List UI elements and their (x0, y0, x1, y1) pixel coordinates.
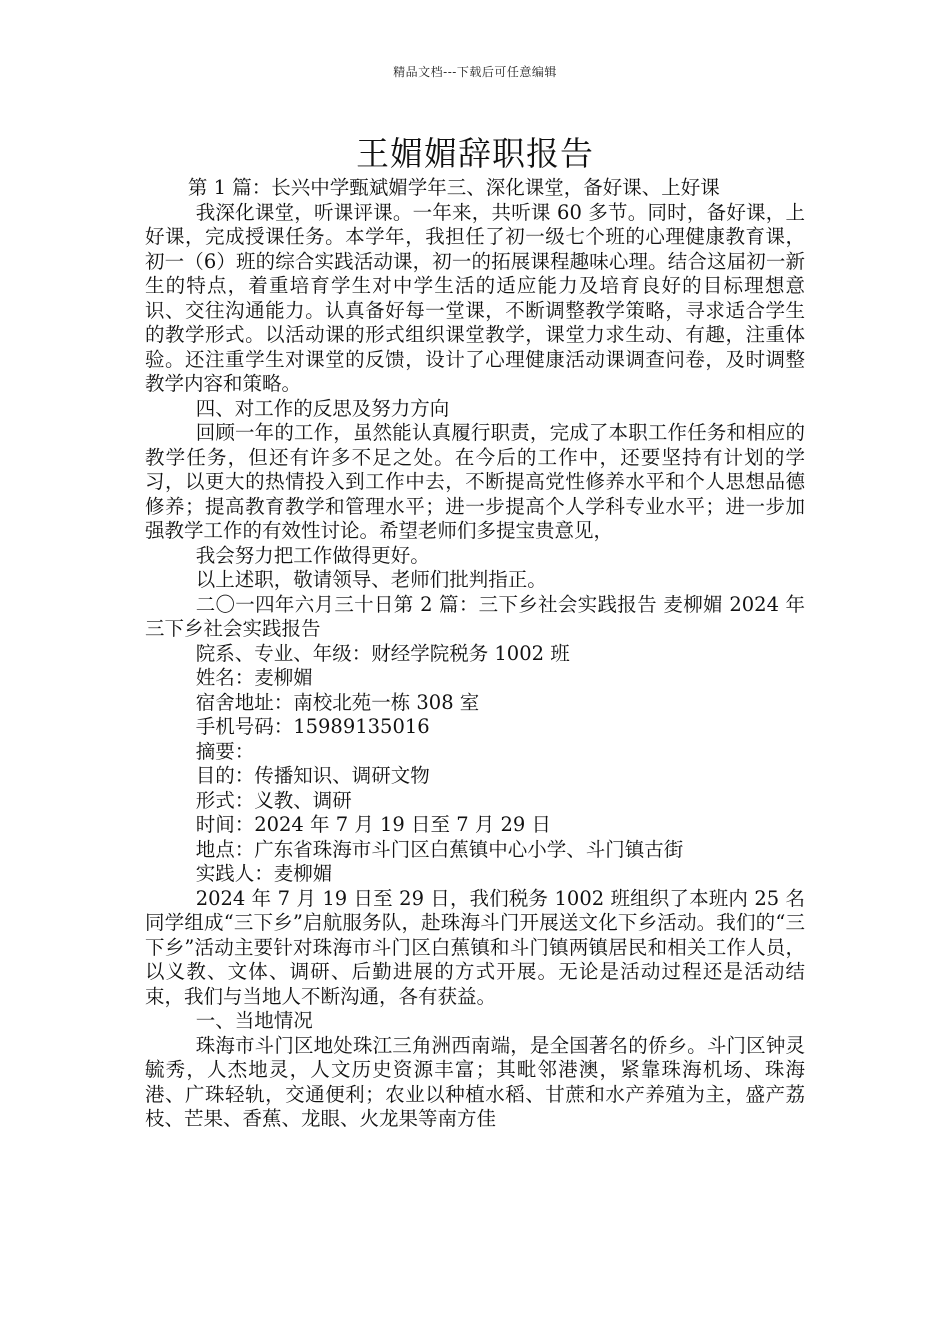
paragraph: 二〇一四年六月三十日第 2 篇：三下乡社会实践报告 麦柳媚 2024 年三下乡社会实践报告 (145, 592, 805, 640)
paragraph: 2024 年 7 月 19 日至 29 日，我们税务 1002 班组织了本班内 25 名同学组成“三下乡”启航服务队，赴珠海斗门开展送文化下乡活动。我们的“三下乡”活动主要针对珠海市斗门区白蕉镇和斗门镇两镇居民和相关工作人员，以义教、文体、调研、后勤进展的方式开展。无论是活动过程还是活动结束，我们与当地人不断沟通，各有获益。 (145, 886, 805, 1008)
paragraph: 珠海市斗门区地处珠江三角洲西南端，是全国著名的侨乡。斗门区钟灵毓秀，人杰地灵，人文历史资源丰富；其毗邻港澳，紧靠珠海机场、珠海港、广珠轻轨，交通便利；农业以种植水稻、甘蔗和水产养殖为主，盛产荔枝、芒果、香蕉、龙眼、火龙果等南方佳 (145, 1033, 805, 1130)
paragraph: 院系、专业、年级：财经学院税务 1002 班 (195, 641, 570, 665)
paragraph: 地点：广东省珠海市斗门区白蕉镇中心小学、斗门镇古街 (195, 837, 684, 861)
paragraph: 以上述职，敬请领导、老师们批判指正。 (195, 568, 547, 591)
paragraph: 目的：传播知识、调研文物 (195, 764, 430, 787)
paragraph: 手机号码：15989135016 (195, 715, 430, 738)
paragraph: 姓名：麦柳媚 (195, 666, 313, 689)
document-title: 王媚媚辞职报告 (356, 134, 594, 173)
paragraph: 形式：义教、调研 (195, 788, 352, 812)
paragraph: 我深化课堂，听课评课。一年来，共听课 60 多节。同时，备好课，上好课，完成授课任务。本学年，我担任了初一级七个班的心理健康教育课，初一（6）班的综合实践活动课，初一的拓展课程趣味心理。结合这届初一新生的特点，着重培育学生对中学生活的适应能力及培育良好的目标理想意识、交往沟通能力。认真备好每一堂课，不断调整教学策略，寻求适合学生的教学形式。以活动课的形式组织课堂教学，课堂力求生动、有趣，注重体验。还注重学生对课堂的反馈，设计了心理健康活动课调查问卷，及时调整教学内容和策略。 (145, 200, 805, 395)
document-body (145, 176, 805, 1132)
paragraph: 第 1 篇：长兴中学甄斌媚学年三、深化课堂，备好课、上好课 (187, 176, 720, 199)
paragraph: 实践人：麦柳媚 (195, 862, 333, 885)
paragraph: 宿舍地址：南校北苑一栋 308 室 (195, 690, 480, 714)
paragraph: 四、对工作的反思及努力方向 (195, 396, 450, 420)
paragraph: 时间：2024 年 7 月 19 日至 7 月 29 日 (195, 813, 552, 836)
paragraph: 一、当地情况 (195, 1009, 313, 1032)
paragraph: 回顾一年的工作，虽然能认真履行职责，完成了本职工作任务和相应的教学任务，但还有许多不足之处。在今后的工作中，还要坚持有计划的学习，以更大的热情投入到工作中去，不断提高党性修养水平和个人思想品德修养；提高教育教学和管理水平；进一步提高个人学科专业水平；进一步加强教学工作的有效性讨论。希望老师们多提宝贵意见， (145, 421, 805, 542)
paragraph: 我会努力把工作做得更好。 (195, 543, 430, 567)
page-header: 精品文档---下载后可任意编辑 (393, 65, 557, 79)
paragraph: 摘要： (195, 739, 255, 763)
